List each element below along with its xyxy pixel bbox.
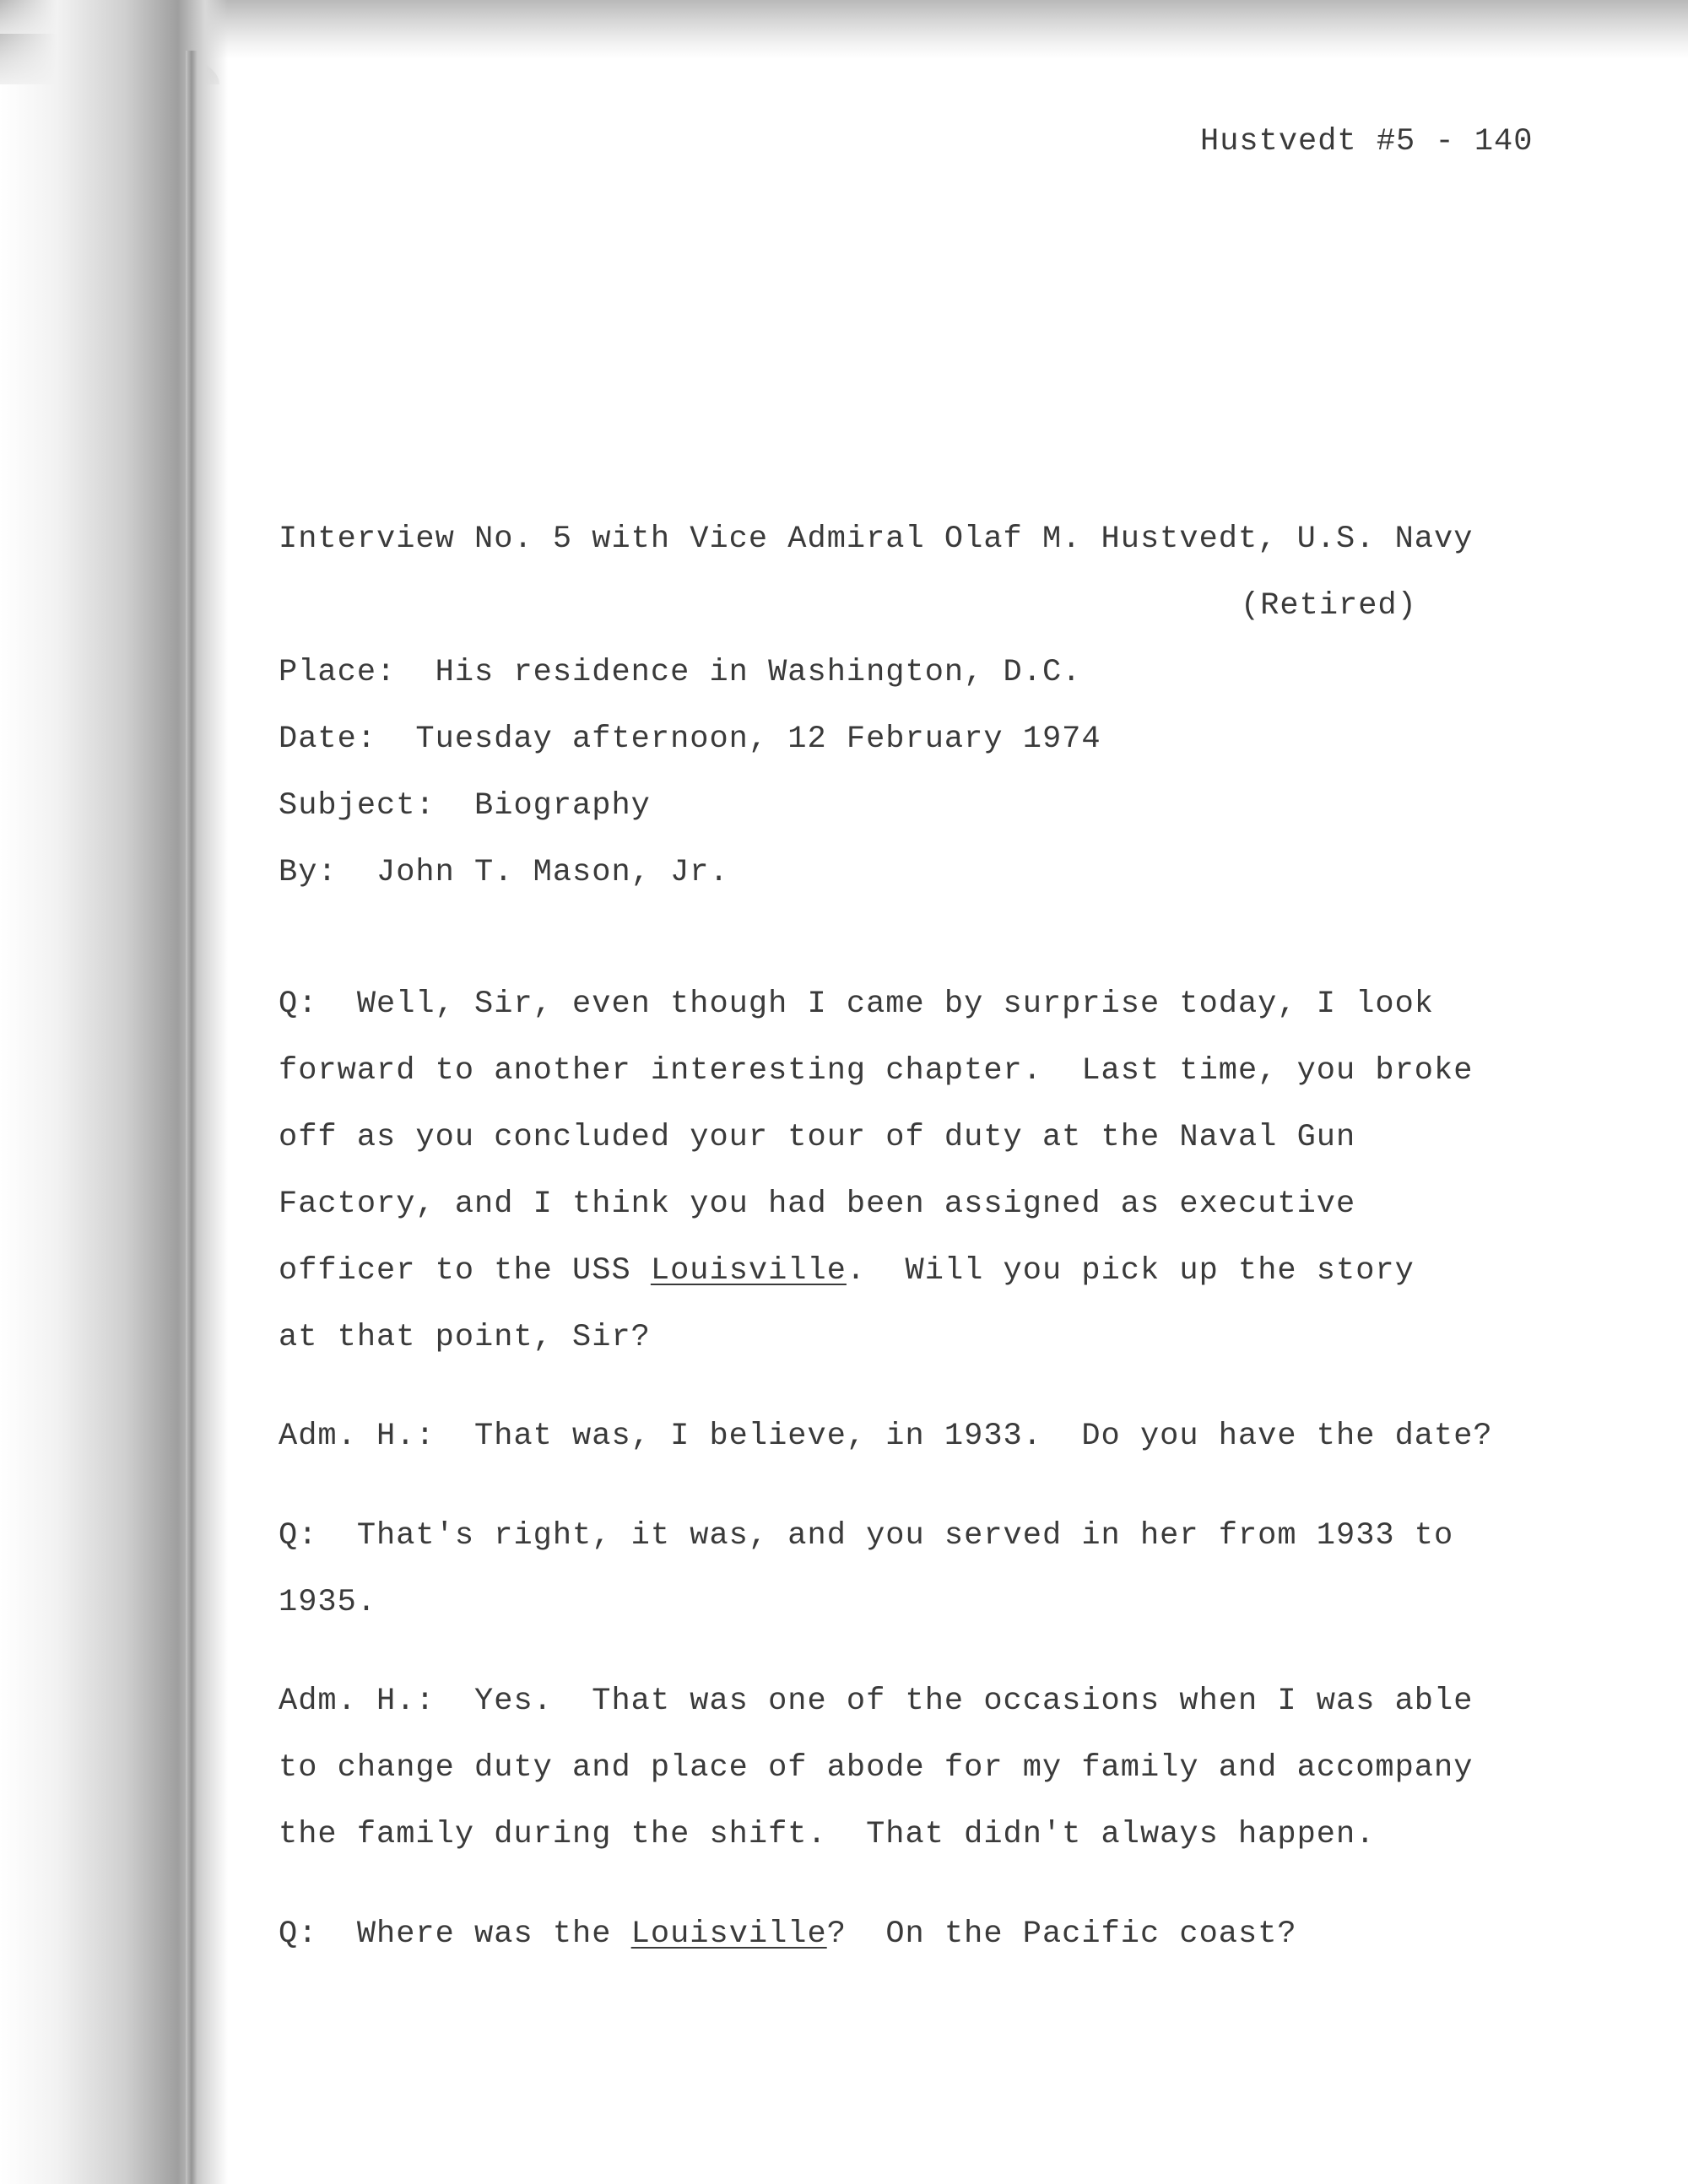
ship-name-louisville: Louisville bbox=[650, 1253, 847, 1289]
question-1-line-4: Factory, and I think you had been assigned as executive bbox=[279, 1187, 1356, 1222]
ship-name-louisville-2: Louisville bbox=[630, 1916, 827, 1952]
question-1-line-5-end: . Will you pick up the story bbox=[846, 1253, 1415, 1289]
question-3-start: Q: Where was the bbox=[279, 1916, 631, 1952]
question-2-line-1: Q: That's right, it was, and you served in her from 1933 to bbox=[279, 1518, 1454, 1554]
question-1-line-6: at that point, Sir? bbox=[279, 1320, 651, 1355]
interview-title-retired: (Retired) bbox=[1241, 588, 1417, 624]
question-3-line-1 bbox=[279, 1916, 1297, 1953]
date-line: Date: Tuesday afternoon, 12 February 1974 bbox=[279, 722, 1101, 757]
page-top-shadow bbox=[0, 0, 1688, 59]
question-1-line-1: Q: Well, Sir, even though I came by surprise today, I look bbox=[279, 987, 1435, 1022]
answer-2-line-3: the family during the shift. That didn't always happen. bbox=[279, 1817, 1376, 1852]
subject-line: Subject: Biography bbox=[279, 788, 651, 824]
place-line: Place: His residence in Washington, D.C. bbox=[279, 655, 1082, 690]
question-1-line-2: forward to another interesting chapter. Last time, you broke bbox=[279, 1053, 1474, 1089]
question-2-line-2: 1935. bbox=[279, 1585, 377, 1620]
answer-1-line-1: Adm. H.: That was, I believe, in 1933. Do you have the date? bbox=[279, 1419, 1493, 1454]
page-header: Hustvedt #5 - 140 bbox=[1200, 124, 1534, 159]
question-1-line-5 bbox=[279, 1252, 1415, 1289]
by-line: By: John T. Mason, Jr. bbox=[279, 855, 729, 890]
question-1-line-5-start: officer to the USS bbox=[279, 1253, 651, 1289]
gutter-fold-line bbox=[186, 51, 197, 2184]
question-1-line-3: off as you concluded your tour of duty at the Naval Gun bbox=[279, 1120, 1356, 1155]
question-3-end: ? On the Pacific coast? bbox=[826, 1916, 1297, 1952]
answer-2-line-2: to change duty and place of abode for my family and accompany bbox=[279, 1750, 1474, 1786]
interview-title: Interview No. 5 with Vice Admiral Olaf M. Hustvedt, U.S. Navy bbox=[279, 522, 1474, 557]
answer-2-line-1: Adm. H.: Yes. That was one of the occasions when I was able bbox=[279, 1684, 1474, 1719]
